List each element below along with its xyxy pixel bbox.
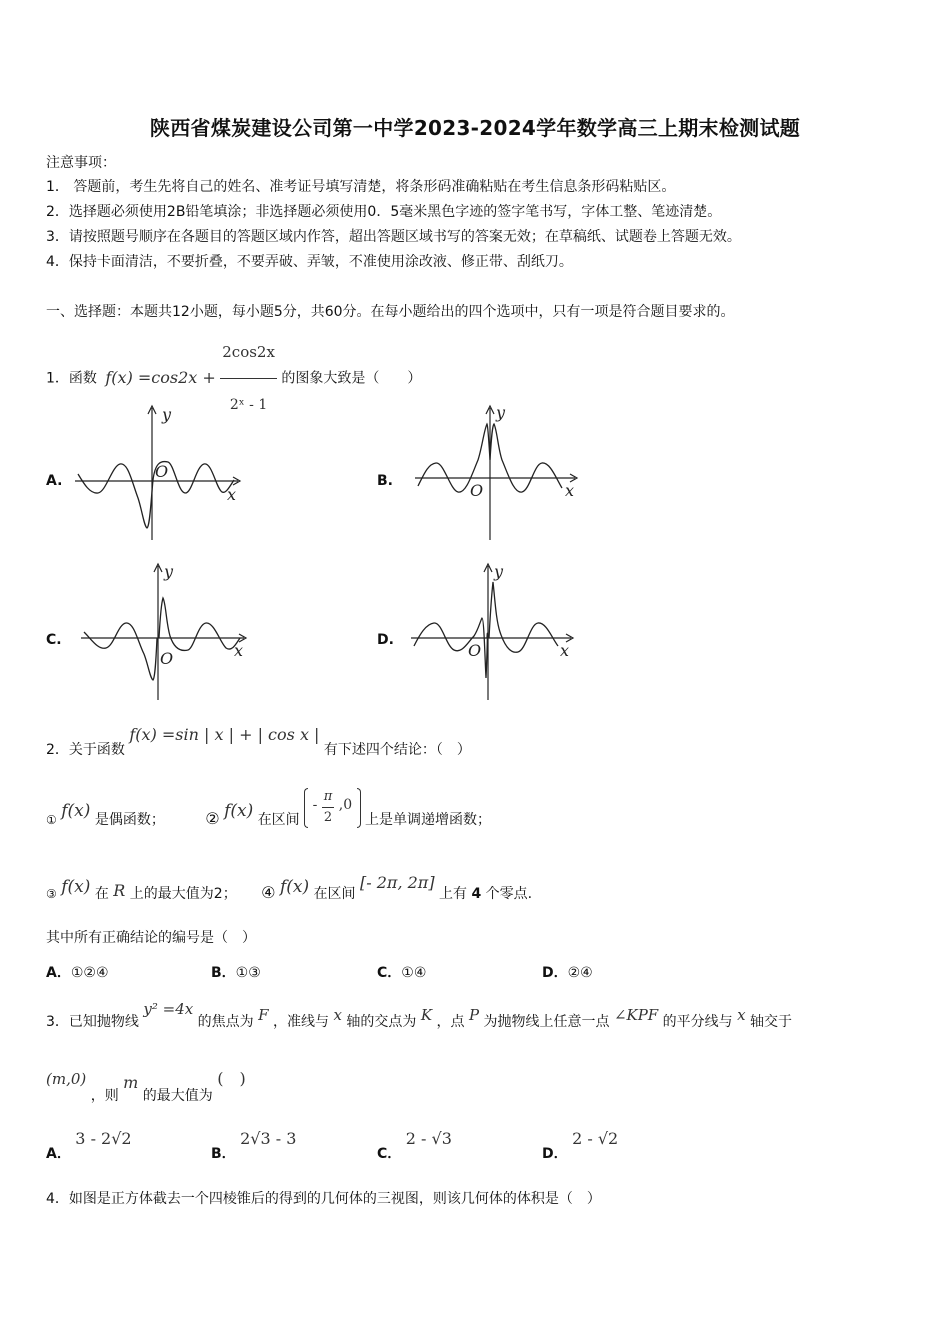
q2-option-c bbox=[377, 964, 426, 982]
q1-option-c-label: C. bbox=[46, 632, 62, 648]
option-label: B． bbox=[211, 965, 236, 981]
option-value: ②④ bbox=[567, 965, 593, 981]
q3-text: 3．已知抛物线 bbox=[46, 1014, 139, 1030]
q2-option-a bbox=[46, 964, 109, 982]
option-value: 3 - 2√2 bbox=[75, 1129, 132, 1148]
q3-K: K bbox=[420, 1006, 433, 1024]
origin-label: O bbox=[155, 462, 169, 481]
s3-text2: 上的最大值为2； bbox=[129, 886, 237, 902]
q2-suffix: 有下述四个结论：（ ） bbox=[323, 742, 471, 758]
note-item: 2．选择题必须使用2B铅笔填涂；非选择题必须使用0．5毫米黑色字迹的签字笔书写，字体工整、笔迹清楚。 bbox=[46, 204, 722, 220]
origin-label: O bbox=[470, 481, 484, 500]
q1-prefix: 1．函数 bbox=[46, 370, 97, 387]
s2-mark: ② bbox=[205, 809, 220, 828]
option-label: C． bbox=[377, 1146, 402, 1162]
s4-text2: 上有 bbox=[439, 886, 468, 902]
option-value: ①④ bbox=[401, 965, 427, 981]
s2-text2: 上是单调递增函数； bbox=[365, 812, 492, 828]
option-label: D． bbox=[542, 965, 568, 981]
s2-frac-num: π bbox=[322, 788, 335, 808]
option-label: B． bbox=[211, 1146, 236, 1162]
s4-interval: [- 2π, 2π] bbox=[360, 873, 435, 892]
section-heading: 一、选择题：本题共12小题，每小题5分，共60分。在每小题给出的四个选项中，只有一项是符合题目要求的。 bbox=[46, 304, 735, 320]
q3-text: ，则 bbox=[90, 1088, 119, 1104]
q3-text: 的焦点为 bbox=[197, 1014, 254, 1030]
q2-option-d bbox=[542, 964, 593, 982]
q2-option-b bbox=[211, 964, 261, 982]
x-label: x bbox=[560, 641, 570, 660]
q3-F: F bbox=[258, 1006, 269, 1024]
q3-m: m bbox=[123, 1073, 139, 1092]
s2-fraction bbox=[322, 788, 335, 827]
s2-frac-den: 2 bbox=[323, 810, 333, 825]
option-value: 2√3 - 3 bbox=[240, 1129, 297, 1148]
question-2 bbox=[46, 726, 471, 760]
origin-label: O bbox=[468, 641, 482, 660]
interval-close-paren bbox=[357, 788, 361, 828]
s2-text1: 在区间 bbox=[257, 812, 300, 828]
s2-minus: - bbox=[312, 797, 318, 813]
s4-text3: 个零点. bbox=[485, 886, 533, 902]
interval-open-paren bbox=[304, 788, 308, 828]
q3-x: x bbox=[333, 1006, 342, 1024]
q3-angle: ∠KPF bbox=[613, 1006, 659, 1024]
s1-text: 是偶函数； bbox=[94, 812, 165, 828]
option-value: 2 - √2 bbox=[572, 1129, 619, 1148]
question-1 bbox=[46, 327, 422, 413]
q2-question: 其中所有正确结论的编号是（ ） bbox=[46, 930, 256, 946]
question-3-line1 bbox=[46, 1000, 792, 1034]
graph-c bbox=[76, 560, 256, 705]
option-value: ①③ bbox=[235, 965, 261, 981]
s4-fx: f(x) bbox=[279, 877, 310, 897]
graph-b bbox=[410, 400, 590, 545]
note-item: 3．请按照题号顺序在各题目的答题区域内作答，超出答题区域书写的答案无效；在草稿纸、试题卷上答题无效。 bbox=[46, 229, 741, 245]
x-label: x bbox=[227, 485, 237, 504]
q3-paren: ( ) bbox=[217, 1069, 246, 1088]
q3-text: ，点 bbox=[436, 1014, 465, 1030]
question-3-line2 bbox=[46, 1070, 246, 1106]
option-value: ①②④ bbox=[70, 965, 109, 981]
q3-text: ，准线与 bbox=[272, 1014, 329, 1030]
q3-option-d bbox=[542, 1130, 618, 1162]
s4-num: 4 bbox=[471, 886, 482, 902]
question-4: 4．如图是正方体截去一个四棱锥后的得到的几何体的三视图，则该几何体的体积是（ ） bbox=[46, 1191, 601, 1207]
note-item: 4．保持卡面清洁，不要折叠，不要弄破、弄皱，不准使用涂改液、修正带、刮纸刀。 bbox=[46, 254, 573, 270]
y-label: y bbox=[496, 403, 506, 422]
s3-R: R bbox=[113, 881, 126, 900]
q3-option-b bbox=[211, 1130, 296, 1162]
q1-option-a-label: A. bbox=[46, 473, 63, 489]
q3-text: 的平分线与 bbox=[662, 1014, 733, 1030]
s1-fx: f(x) bbox=[61, 801, 91, 821]
page-title: 陕西省煤炭建设公司第一中学2023-2024学年数学高三上期末检测试题 bbox=[149, 116, 801, 140]
s1-mark: ① bbox=[46, 813, 57, 827]
q3-P: P bbox=[468, 1006, 480, 1024]
s2-fx: f(x) bbox=[224, 801, 254, 821]
q3-option-c bbox=[377, 1130, 452, 1162]
option-label: A． bbox=[46, 965, 71, 981]
q1-frac-den: 2ˣ - 1 bbox=[229, 397, 268, 413]
q3-equation: y² =4x bbox=[143, 1000, 194, 1018]
q3-point: (m,0) bbox=[46, 1070, 87, 1088]
option-label: C． bbox=[377, 965, 402, 981]
q3-text: 的最大值为 bbox=[142, 1088, 213, 1104]
q3-text: 轴交于 bbox=[750, 1014, 793, 1030]
s2-zero: ,0 bbox=[338, 797, 353, 813]
notes-heading: 注意事项： bbox=[46, 155, 116, 171]
q3-x: x bbox=[737, 1006, 746, 1024]
q2-prefix: 2．关于函数 bbox=[46, 742, 125, 758]
curve-d bbox=[414, 582, 558, 678]
q1-suffix: 的图象大致是（ ） bbox=[281, 370, 422, 387]
q1-frac-num: 2cos2x bbox=[220, 327, 277, 379]
s4-text1: 在区间 bbox=[313, 886, 356, 902]
graph-a bbox=[70, 400, 250, 545]
s3-text1: 在 bbox=[94, 886, 109, 902]
q1-option-d-label: D. bbox=[377, 632, 394, 648]
q2-statements-1-2 bbox=[46, 788, 491, 838]
option-value: 2 - √3 bbox=[405, 1129, 452, 1148]
q3-option-a bbox=[46, 1130, 132, 1162]
s3-fx: f(x) bbox=[61, 877, 91, 897]
x-label: x bbox=[234, 641, 244, 660]
note-item: 1． 答题前，考生先将自己的姓名、准考证号填写清楚，将条形码准确粘贴在考生信息条形码粘贴区。 bbox=[46, 179, 676, 195]
q3-text: 为抛物线上任意一点 bbox=[483, 1014, 610, 1030]
option-label: A． bbox=[46, 1146, 71, 1162]
x-label: x bbox=[565, 481, 575, 500]
origin-label: O bbox=[160, 649, 174, 668]
y-label: y bbox=[162, 405, 172, 424]
s4-mark: ④ bbox=[261, 883, 276, 902]
q1-option-b-label: B. bbox=[377, 473, 393, 489]
q2-statements-3-4 bbox=[46, 866, 532, 906]
q3-text: 轴的交点为 bbox=[346, 1014, 417, 1030]
y-label: y bbox=[494, 562, 504, 581]
option-label: D． bbox=[542, 1146, 568, 1162]
y-label: y bbox=[164, 562, 174, 581]
q2-function: f(x) =sin | x | + | cos x | bbox=[129, 725, 320, 744]
q1-function: f(x) =cos2x + bbox=[105, 367, 216, 387]
s3-mark: ③ bbox=[46, 887, 57, 901]
graph-d bbox=[406, 560, 586, 705]
